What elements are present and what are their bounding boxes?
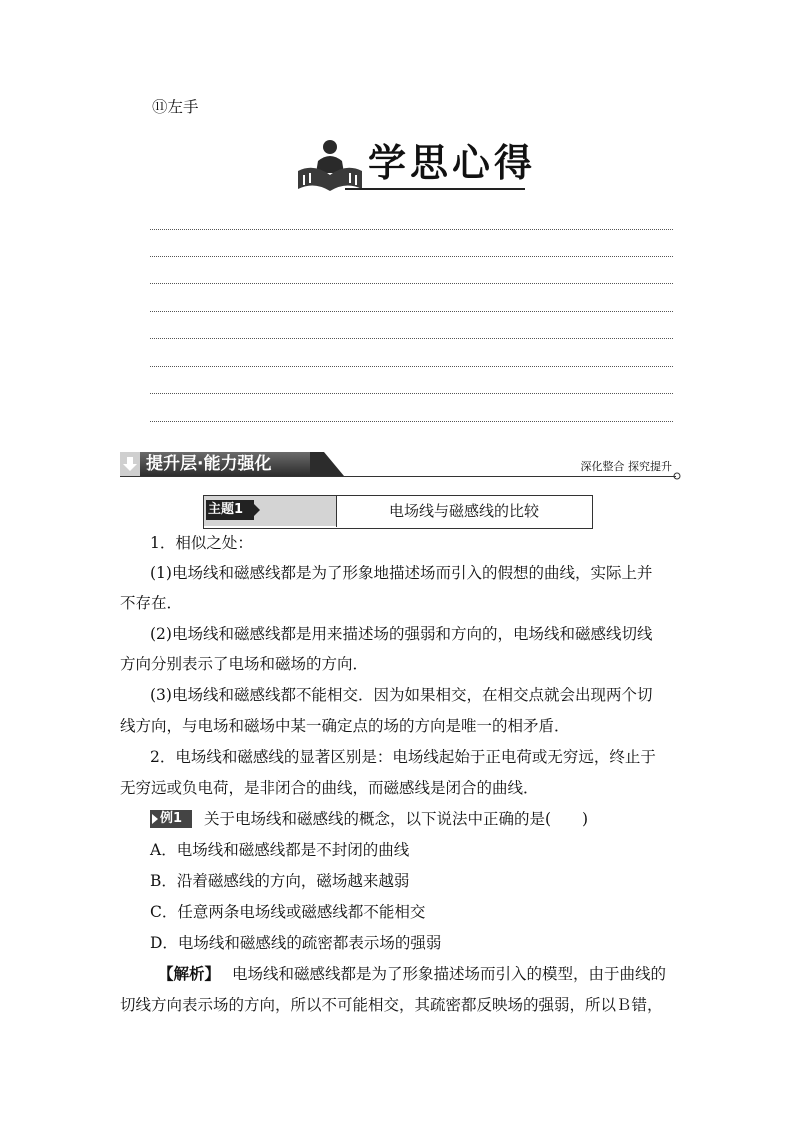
triangle-right-icon <box>254 504 260 516</box>
analysis-line: 切线方向表示场的方向，所以不可能相交，其疏密都反映场的强弱，所以Ｂ错， <box>120 996 663 1014</box>
circle-dot-icon <box>673 472 681 480</box>
reading-person-icon <box>296 137 366 193</box>
banner-underline <box>345 188 525 190</box>
paragraph-line: (3)电场线和磁感线都不能相交．因为如果相交，在相交点就会出现两个切 <box>150 686 653 704</box>
writing-line <box>150 366 673 367</box>
writing-line <box>150 256 673 257</box>
paragraph-line: (1)电场线和磁感线都是为了形象地描述场而引入的假想的曲线，实际上并 <box>150 564 653 582</box>
paragraph-heading: 1．相似之处： <box>150 534 253 552</box>
writing-line <box>150 283 673 284</box>
analysis-label: 【解析】 <box>158 964 221 983</box>
section-bar-slant <box>310 452 344 476</box>
paragraph-line: 不存在． <box>120 594 183 612</box>
topic-title: 电场线与磁感线的比较 <box>388 502 539 520</box>
triangle-right-icon <box>152 814 158 824</box>
option-a: A．电场线和磁感线都是不封闭的曲线 <box>150 841 410 859</box>
banner-title: 学思心得 <box>368 141 537 185</box>
writing-line <box>150 311 673 312</box>
down-arrow-icon <box>122 456 138 472</box>
section-subtitle: 深化整合 探究提升 <box>580 460 672 473</box>
paragraph-line: 线方向，与电场和磁场中某一确定点的场的方向是唯一的相矛盾． <box>120 717 570 735</box>
writing-line <box>150 229 673 230</box>
paragraph-line: 无穷远或负电荷，是非闭合的曲线，而磁感线是闭合的曲线． <box>120 779 539 797</box>
paragraph-line: 2．电场线和磁感线的显著区别是：电场线起始于正电荷或无穷远，终止于 <box>150 748 656 766</box>
analysis-line: 电场线和磁感线都是为了形象描述场而引入的模型，由于曲线的 <box>232 965 667 983</box>
writing-line <box>150 393 673 394</box>
option-d: D．电场线和磁感线的疏密都表示场的强弱 <box>150 934 442 952</box>
topic-tag-label: 主题1 <box>208 502 244 517</box>
option-b: B．沿着磁感线的方向，磁场越来越弱 <box>150 872 410 890</box>
section-baseline <box>120 476 676 477</box>
option-c: C．任意两条电场线或磁感线都不能相交 <box>150 903 426 921</box>
writing-line <box>150 338 673 339</box>
paragraph-line: (2)电场线和磁感线都是用来描述场的强弱和方向的，电场线和磁感线切线 <box>150 625 653 643</box>
writing-line <box>150 421 673 422</box>
example-tag-label: 例1 <box>160 811 183 826</box>
example-question: 关于电场线和磁感线的概念，以下说法中正确的是( ) <box>204 810 589 828</box>
top-note: ⑪左手 <box>152 98 199 116</box>
section-title: 提升层·能力强化 <box>146 454 272 474</box>
paragraph-line: 方向分别表示了电场和磁场的方向． <box>120 655 369 673</box>
